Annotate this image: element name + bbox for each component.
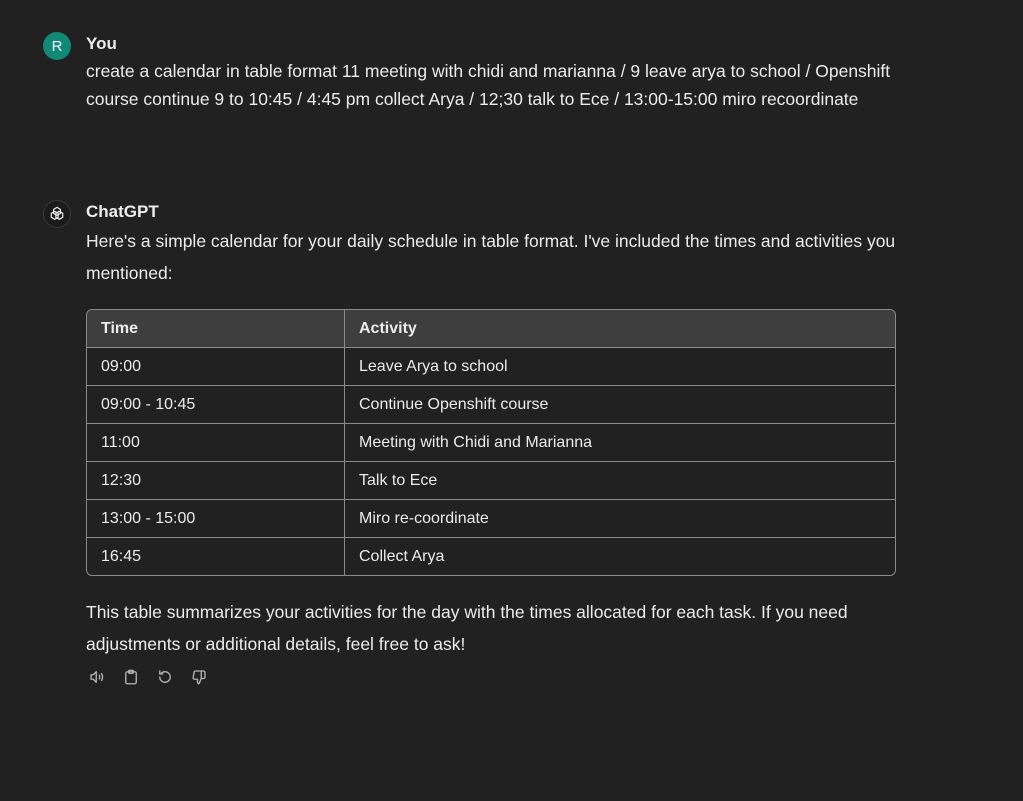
table-cell-time: 11:00 (87, 424, 345, 462)
table-row (87, 424, 895, 462)
table-cell-activity: Collect Arya (359, 547, 445, 565)
user-avatar (43, 32, 71, 60)
openai-logo-icon (48, 205, 66, 223)
table-cell-activity: Meeting with Chidi and Marianna (345, 424, 896, 462)
table-cell-time: 09:00 (87, 348, 345, 386)
thumbs-down-icon[interactable] (188, 666, 210, 688)
table-row (87, 386, 895, 424)
table-row (87, 348, 895, 386)
table-row (87, 462, 895, 500)
table-cell-activity: Miro re-coordinate (345, 500, 896, 538)
table-cell-activity: Talk to Ece (345, 462, 896, 500)
user-author-name: You (86, 34, 117, 53)
copy-icon[interactable] (120, 666, 142, 688)
table-cell-activity: Leave Arya to school (345, 348, 896, 386)
table-cell-time: 09:00 - 10:45 (87, 386, 345, 424)
user-message-text: create a calendar in table format 11 meeting with chidi and marianna / 9 leave arya to school / Openshift course continue 9 to 10:45 / 4:45 pm collect Arya / 12;30 talk to Ece / 13:00-15:00 miro recoordinate (86, 61, 891, 109)
assistant-author-name: ChatGPT (86, 202, 159, 221)
schedule-table (86, 309, 896, 576)
table-header-time: Time (87, 310, 345, 348)
table-header-activity: Activity (345, 310, 896, 348)
read-aloud-icon[interactable] (86, 666, 108, 688)
assistant-avatar (43, 200, 71, 228)
table-row (87, 500, 895, 538)
table-row (87, 538, 895, 576)
user-avatar-initial: R (51, 37, 63, 55)
table-cell-time: 16:45 (87, 538, 345, 576)
assistant-intro-text: Here's a simple calendar for your daily schedule in table format. I've included the times and activities you mentioned: (86, 231, 896, 283)
assistant-outro-text: This table summarizes your activities for the day with the times allocated for each task. If you need adjustments or additional details, feel free to ask! (86, 602, 848, 654)
table-header-row (87, 310, 895, 348)
message-actions (86, 666, 906, 688)
table-cell-time: 12:30 (87, 462, 345, 500)
table-cell-time: 13:00 - 15:00 (87, 500, 345, 538)
table-cell-activity: Continue Openshift course (345, 386, 896, 424)
regenerate-icon[interactable] (154, 666, 176, 688)
